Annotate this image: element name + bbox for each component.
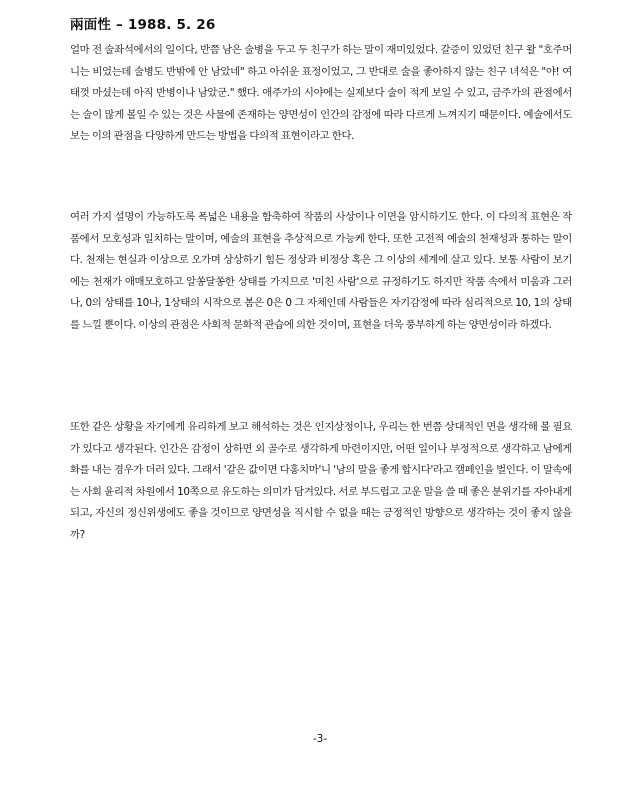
paragraph-2: 여러 가지 설명이 가능하도록 폭넓은 내용을 함축하여 작품의 사상이나 이면을 암시하기도 한다. 이 다의적 표현은 작품에서 모호성과 일치하는 말이며, 예술의 표현을 추상적으로 가능케 한다. 또한 고전적 예술의 천재성과 통하는 말이다. 천재는 현실과 이상으로 오가며 상상하기 힘든 정상과 비정상 혹은 그 이상의 세계에 살고 있다. 보통 사람이 보기에는 천재가 애매모호하고 알쏭달쏭한 상태를 가지므로 '미친 사람'으로 규정하기도 하지만 작품 속에서 미움과 그러나, 0의 상태를 10나, 1상태의 시작으로 봄은 0은 0 그 자체인데 사람들은 자기감정에 따라 심리적으로 10, 1의 상태를 느낄 뿐이다. 이상의 관점은 사회적 문화적 관습에 의한 것이며, 표현을 더욱 풍부하게 하는 양면성이라 하겠다. (70, 211, 572, 331)
document-title: 兩面性 – 1988. 5. 26 (70, 17, 216, 33)
paragraph-1: 얼마 전 술좌석에서의 일이다, 반쯤 남은 술병을 두고 두 친구가 하는 말이 재미있었다. 갈증이 있었던 친구 왈 "호주머니는 비었는데 술병도 반밖에 안 남았네" 하고 아쉬운 표정이었고, 그 반대로 술을 좋아하지 않는 친구 녀석은 "야! 여태껏 마셨는데 아직 반병이나 남았군." 했다. 애주가의 시야에는 실제보다 술이 적게 보일 수 있고, 금주가의 관점에서는 술이 많게 볼일 수 있는 것은 사물에 존재하는 양면성이 인간의 감정에 따라 다르게 느껴지기 때문이다. 예술에서도 보는 이의 관점을 다양하게 만드는 방법을 다의적 표현이라고 한다. (70, 44, 572, 142)
paragraph-3: 또한 같은 상황을 자기에게 유리하게 보고 해석하는 것은 인지상정이나, 우리는 한 번쯤 상대적인 면을 생각해 볼 필요가 있다고 생각된다. 인간은 감정이 상하면 외 골수로 생각하게 마련이지만, 어떤 일이나 부정적으로 생각하고 남에게 화를 내는 경우가 더러 있다. 그래서 '같은 값이면 다홍치마'니 '남의 말을 좋게 합시다'라고 캠페인을 벌인다. 이 말속에는 사회 윤리적 차원에서 10쪽으로 유도하는 의미가 담겨있다. 서로 부드럽고 고운 말을 쓸 때 좋은 분위기를 자아내게 되고, 자신의 정신위생에도 좋을 것이므로 양면성을 직시할 수 없을 때는 긍정적인 방향으로 생각하는 것이 좋지 않을까? (70, 421, 572, 541)
page-number: -3- (312, 733, 328, 745)
